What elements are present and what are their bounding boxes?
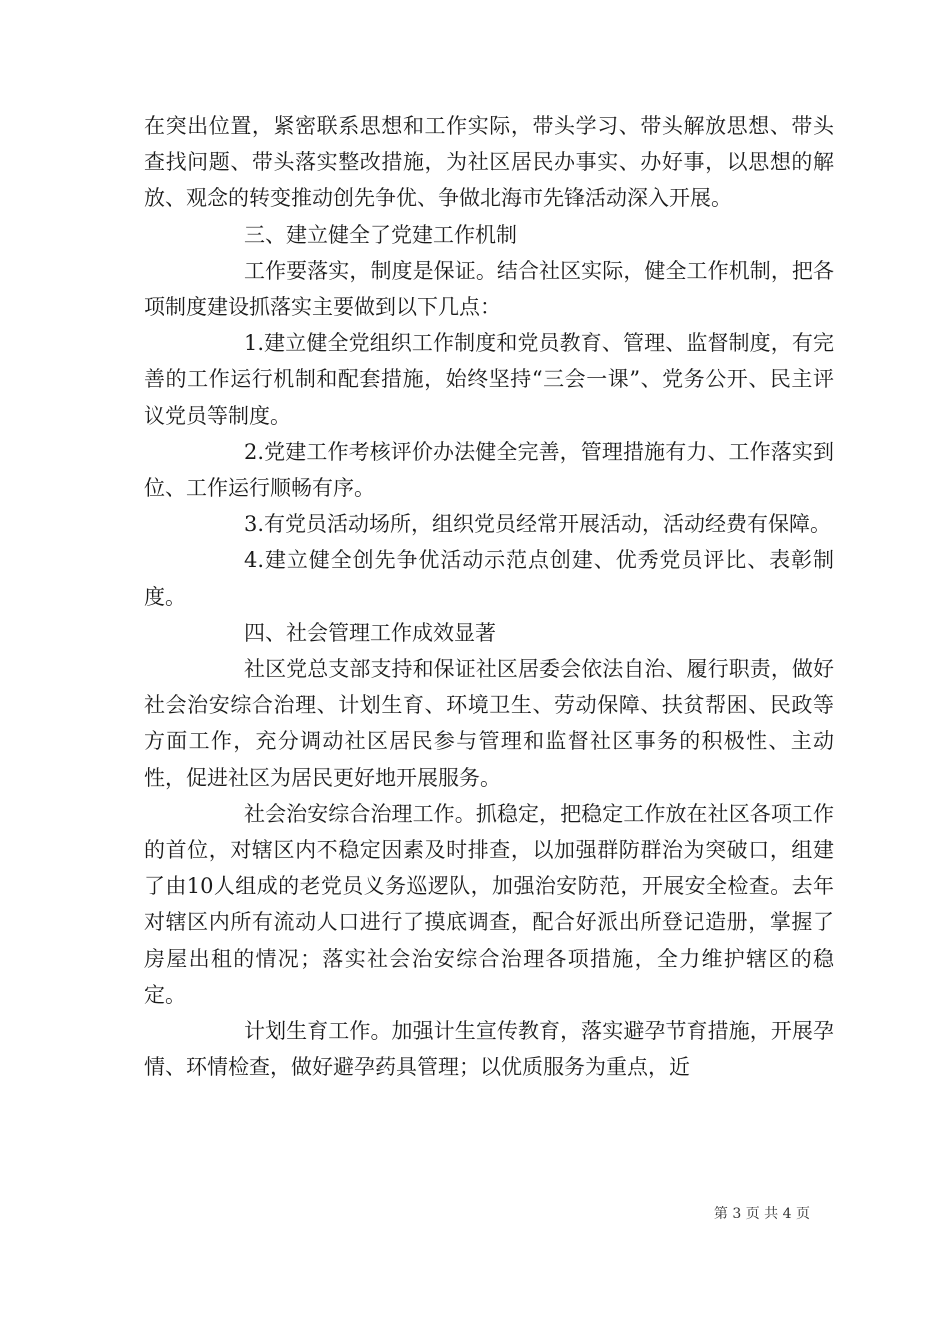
section-heading-3: 三、建立健全了党建工作机制 <box>244 222 517 247</box>
section-heading-4: 四、社会管理工作成效显著 <box>244 620 496 645</box>
paragraph-continuation: 在突出位置，紧密联系思想和工作实际，带头学习、带头解放思想、带头查找问题、带头落实整改措施，为社区居民办事实、办好事，以思想的解放、观念的转变推动创先争优、争做北海市先锋活动深入开展。 <box>144 114 834 211</box>
page-label: 第 3 页 共 4 页 <box>713 1206 810 1222</box>
paragraph: 社区党总支部支持和保证社区居委会依法自治、履行职责，做好社会治安综合治理、计划生育、环境卫生、劳动保障、扶贫帮困、民政等方面工作，充分调动社区居民参与管理和监督社区事务的积极性、主动性，促进社区为居民更好地开展服务。 <box>144 657 834 790</box>
list-item-4: 4.建立健全创先争优活动示范点创建、优秀党员评比、表彰制度。 <box>144 548 834 609</box>
document-body <box>144 108 834 1085</box>
list-item-2: 2.党建工作考核评价办法健全完善，管理措施有力、工作落实到位、工作运行顺畅有序。 <box>144 439 834 501</box>
paragraph: 社会治安综合治理工作。抓稳定，把稳定工作放在社区各项工作的首位，对辖区内不稳定因素及时排查，以加强群防群治为突破口，组建了由10人组成的老党员义务巡逻队，加强治安防范，开展安全检查。去年对辖区内所有流动人口进行了摸底调查，配合好派出所登记造册，掌握了房屋出租的情况；落实社会治安综合治理各项措施，全力维护辖区的稳定。 <box>144 801 834 1007</box>
paragraph: 计划生育工作。加强计生宣传教育，落实避孕节育措施，开展孕情、环情检查，做好避孕药具管理；以优质服务为重点，近 <box>144 1019 834 1080</box>
list-item-3: 3.有党员活动场所，组织党员经常开展活动，活动经费有保障。 <box>244 512 832 537</box>
page-number-footer <box>714 1203 810 1223</box>
paragraph: 工作要落实，制度是保证。结合社区实际，健全工作机制，把各项制度建设抓落实主要做到以下几点： <box>144 258 834 320</box>
list-item-1: 1.建立健全党组织工作制度和党员教育、管理、监督制度，有完善的工作运行机制和配套措施，始终坚持“三会一课”、党务公开、民主评议党员等制度。 <box>144 331 834 428</box>
